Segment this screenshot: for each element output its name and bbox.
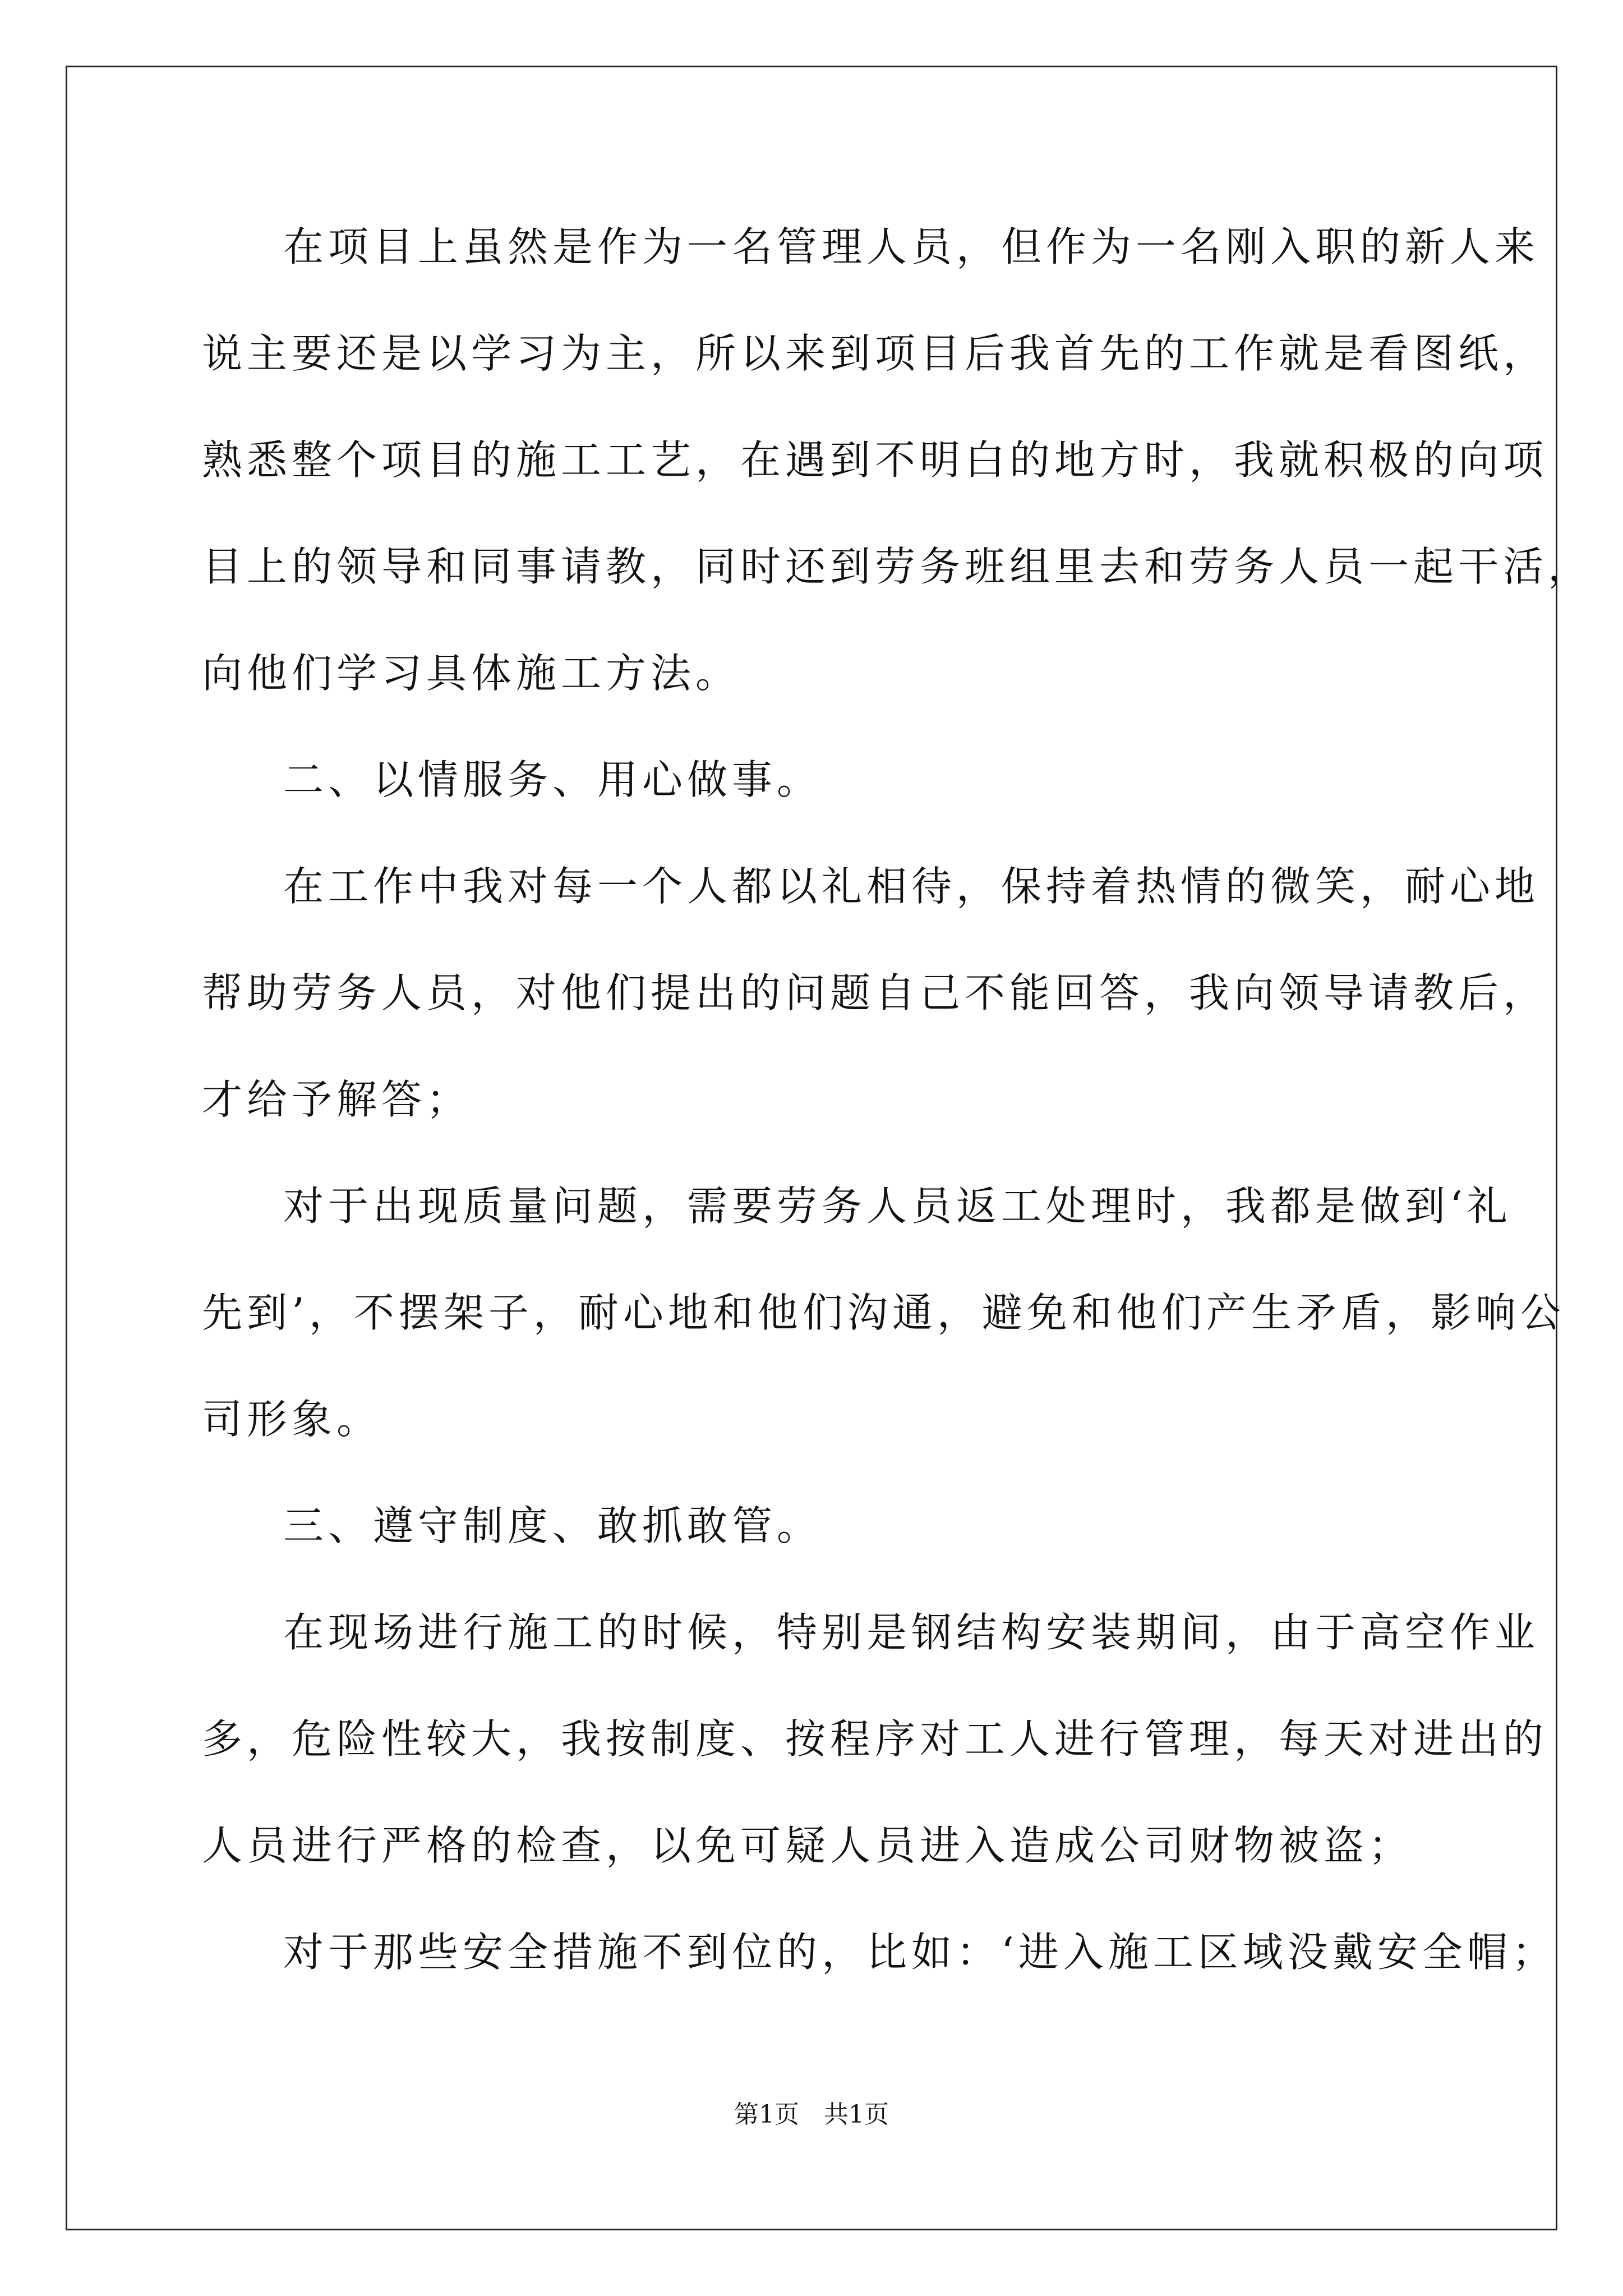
text-line: 熟悉整个项目的施工工艺，在遇到不明白的地方时，我就积极的向项: [202, 436, 1548, 484]
text-line: 对于那些安全措施不到位的，比如：‘进入施工区域没戴安全帽；: [283, 1929, 1557, 1976]
text-line: 司形象。: [202, 1396, 382, 1443]
text-line: 向他们学习具体施工方法。: [202, 650, 741, 697]
page-border: [66, 66, 1557, 2230]
text-line: 人员进行严格的检查，以免可疑人员进入造成公司财物被盗；: [202, 1822, 1414, 1869]
text-line: 目上的领导和同事请教，同时还到劳务班组里去和劳务人员一起干活，: [202, 543, 1593, 590]
text-line: 才给予解答；: [202, 1076, 472, 1123]
text-line: 对于出现质量问题，需要劳务人员返工处理时，我都是做到‘礼: [283, 1182, 1512, 1230]
text-line: 在工作中我对每一个人都以礼相待，保持着热情的微笑，耐心地: [283, 863, 1540, 910]
text-line: 帮助劳务人员，对他们提出的问题自己不能回答，我向领导请教后，: [202, 969, 1548, 1016]
text-line: 在项目上虽然是作为一名管理人员，但作为一名刚入职的新人来: [283, 223, 1540, 270]
page-footer: 第1页 共1页: [734, 2100, 889, 2129]
text-line: 先到’，不摆架子，耐心地和他们沟通，避免和他们产生矛盾，影响公: [202, 1289, 1565, 1336]
text-line: 说主要还是以学习为主，所以来到项目后我首先的工作就是看图纸，: [202, 330, 1548, 377]
text-line: 在现场进行施工的时候，特别是钢结构安装期间，由于高空作业: [283, 1609, 1540, 1656]
text-line: 多，危险性较大，我按制度、按程序对工人进行管理，每天对进出的: [202, 1715, 1548, 1763]
section-heading: 三、遵守制度、敢抓敢管。: [283, 1502, 822, 1549]
section-heading: 二、以情服务、用心做事。: [283, 756, 822, 803]
